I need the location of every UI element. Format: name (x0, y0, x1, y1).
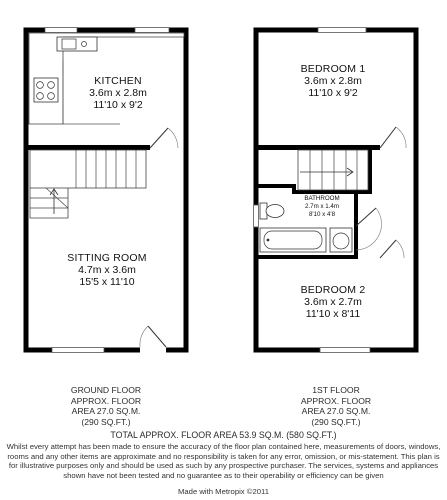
kitchen-window (45, 28, 77, 33)
first-floor-caption (286, 385, 386, 427)
kitchen-label: KITCHEN (94, 75, 142, 87)
ground-floor-plan (26, 28, 186, 355)
bedroom1-label: BEDROOM 1 (300, 63, 366, 75)
ground-floor-caption (56, 385, 156, 427)
toilet-bowl (266, 205, 284, 218)
caption-line: (290 SQ.FT.) (311, 416, 361, 427)
caption-line: APPROX. FLOOR (70, 395, 142, 406)
bathroom-right-wall (354, 192, 358, 256)
caption-line: AREA 27.0 SQ.M. (71, 406, 141, 417)
front-door-opening (140, 346, 166, 354)
caption-line: 1ST FLOOR (312, 385, 360, 395)
sink-bowl (62, 39, 76, 49)
total-floor-area: TOTAL APPROX. FLOOR AREA 53.9 SQ.M. (580 SQ.FT.) (110, 430, 337, 440)
bathroom-window (254, 205, 259, 227)
bedroom1-partition-wall (256, 145, 380, 150)
kitchen-door-leaf (150, 128, 168, 148)
bathroom-door-leaf (356, 208, 376, 226)
bedroom1-imperial-size: 11'10 x 9'2 (308, 87, 358, 99)
kitchen-metric-size: 3.6m x 2.8m (89, 87, 147, 99)
front-door-leaf (148, 326, 166, 347)
kitchen-door-swing (168, 128, 178, 148)
caption-line: APPROX. FLOOR (300, 395, 372, 406)
basin-bowl (333, 233, 349, 249)
bedroom2-window (320, 348, 370, 353)
front-door-swing (140, 326, 148, 347)
bathtub-inner (264, 231, 322, 249)
bedroom1-door-swing (396, 127, 406, 148)
kitchen-partition-wall (26, 145, 150, 150)
stairwell-right-wall (368, 150, 372, 194)
bedroom2-door-leaf (380, 240, 396, 258)
sitting-room-metric-size: 4.7m x 3.6m (78, 264, 136, 276)
landing-wall (296, 190, 372, 194)
bedroom2-imperial-size: 11'10 x 8'11 (305, 308, 361, 320)
bedroom1-metric-size: 3.6m x 2.8m (304, 75, 362, 87)
bathroom-imperial-size: 8'10 x 4'8 (308, 211, 336, 218)
bathroom-top-wall (256, 184, 294, 188)
bedroom2-door-swing (396, 240, 404, 258)
bedroom2-top-wall (256, 255, 358, 259)
disclaimer-text: Whilst every attempt has been made to ensure the accuracy of the floor plan contained here, measurements of doors, windows, rooms and any other items are approximate and no responsibility is taken for any error, omission, or mis-statement. This plan is for illustrative purposes only and should be used as such by any prospective purchaser. The services, systems and appliances shown have not been tested and no guarantee as to their operability or efficiency can be given (6, 442, 441, 480)
metropix-credit: Made with Metropix ©2011 (178, 487, 269, 496)
ground-floor-staircase (30, 150, 146, 218)
caption-line: GROUND FLOOR (70, 385, 142, 395)
bathroom-metric-size: 2.7m x 1.4m (304, 203, 340, 210)
sitting-room-window (52, 348, 104, 353)
bedroom2-label: BEDROOM 2 (300, 284, 366, 296)
first-floor-plan (254, 28, 417, 353)
bedroom1-door-leaf (380, 127, 396, 148)
first-floor-staircase (298, 150, 368, 190)
bath-drain (267, 239, 270, 242)
bathroom-label: BATHROOM (304, 195, 340, 202)
caption-line: AREA 27.0 SQ.M. (301, 406, 371, 417)
bedroom1-window (318, 28, 366, 33)
bathroom-stair-wall (292, 184, 296, 194)
caption-line: (290 SQ.FT.) (81, 416, 131, 427)
kitchen-imperial-size: 11'10 x 9'2 (93, 99, 143, 111)
bedroom2-metric-size: 3.6m x 2.7m (304, 296, 362, 308)
sitting-room-imperial-size: 15'5 x 11'10 (79, 276, 135, 288)
sitting-room-label: SITTING ROOM (67, 252, 147, 264)
kitchen-window (135, 28, 169, 33)
